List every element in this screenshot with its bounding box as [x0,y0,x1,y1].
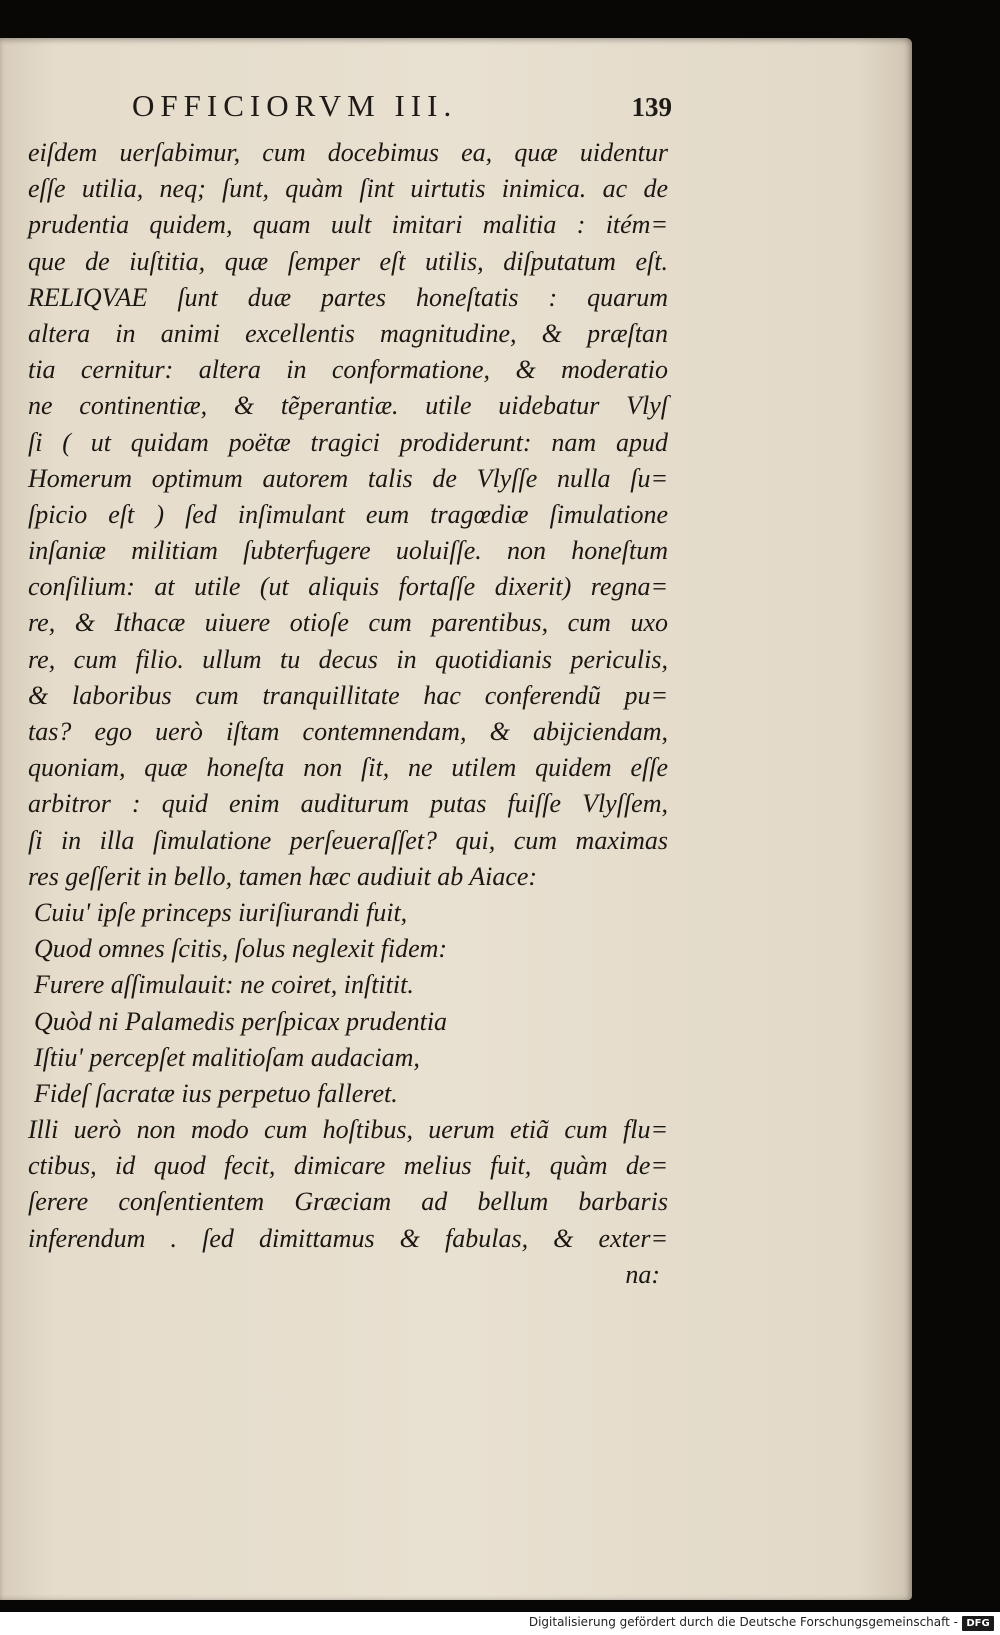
verse-line: Iſtiu' percepſet malitioſam audaciam, [34,1042,420,1072]
text-line: & laboribus cum tranquillitate hac conferendũ pu= [28,680,668,710]
text-line: conſilium: at utile (ut aliquis fortaſſe dixerit) regna= [28,572,668,602]
verse-line: Furere aſſimulauit: ne coiret, inſtitit. [34,970,414,1000]
text-line: ſerere conſentientem Græciam ad bellum barbaris [28,1187,668,1217]
text-line: RELIQVAE ſunt duæ partes honeſtatis : quarum [28,282,668,312]
text-line: altera in animi excellentis magnitudine, & præſtan [28,318,668,348]
verse-line: Quod omnes ſcitis, ſolus neglexit fidem: [34,934,448,964]
catchword: na: [625,1259,660,1289]
verse-line: Cuiu' ipſe princeps iuriſiurandi fuit, [34,897,408,927]
footer-credit: Digitalisierung gefördert durch die Deutsche Forschungsgemeinschaft - [528,1615,958,1629]
text-line: ſi ( ut quidam poëtæ tragici prodiderunt: nam apud [28,427,668,457]
text-line: eiſdem uerſabimur, cum docebimus ea, quæ uidentur [28,138,668,167]
text-line: ſi in illa ſimulatione perſeueraſſet? qui, cum maximas [28,825,668,855]
text-line: quoniam, quæ honeſta non ſit, ne utilem quidem eſſe [28,753,668,783]
text-line: re, & Ithacæ uiuere otioſe cum parentibus, cum uxo [28,608,668,638]
text-line: inſaniæ militiam ſubterfugere uoluiſſe. non honeſtum [28,536,668,566]
text-line: re, cum filio. ullum tu decus in quotidianis periculis, [28,644,668,674]
page-number: 139 [631,92,672,122]
running-title: OFFICIORVM III. [132,88,458,123]
text-line: tia cernitur: altera in conformatione, & moderatio [28,355,668,385]
verse-line: Quòd ni Palamedis perſpicax prudentia [34,1006,448,1036]
text-line: ſpicio eſt ) ſed inſimulant eum tragœdiæ ſimulatione [28,499,668,529]
footer-bar [0,1612,1000,1635]
text-line: eſſe utilia, neq; ſunt, quàm ſint uirtutis inimica. ac de [28,174,668,204]
text-line: tas? ego uerò iſtam contemnendam, & abijciendam, [28,717,668,746]
text-line: arbitror : quid enim auditurum putas fuiſſe Vlyſſem, [28,789,668,819]
text-block [28,135,668,1293]
running-head [132,88,672,124]
text-line: ne continentiæ, & tẽperantiæ. utile uidebatur Vlyſ [28,391,668,421]
text-line: Homerum optimum autorem talis de Vlyſſe nulla ſu= [28,463,668,493]
text-line: prudentia quidem, quam uult imitari malitia : itém= [28,210,668,240]
verse-line: Fideſ ſacratæ ius perpetuo falleret. [34,1078,398,1108]
dfg-logo-icon: DFG [962,1616,994,1631]
text-line: que de iuſtitia, quæ ſemper eſt utilis, diſputatum eſt. [28,246,668,276]
text-line: res geſſerit in bello, tamen hæc audiuit ab Aiace: [28,861,538,891]
text-line: ctibus, id quod fecit, dimicare melius fuit, quàm de= [28,1151,668,1181]
text-line: inferendum . ſed dimittamus & fabulas, & exter= [28,1223,668,1253]
text-line: Illi uerò non modo cum hoſtibus, uerum etiã cum flu= [28,1115,668,1145]
